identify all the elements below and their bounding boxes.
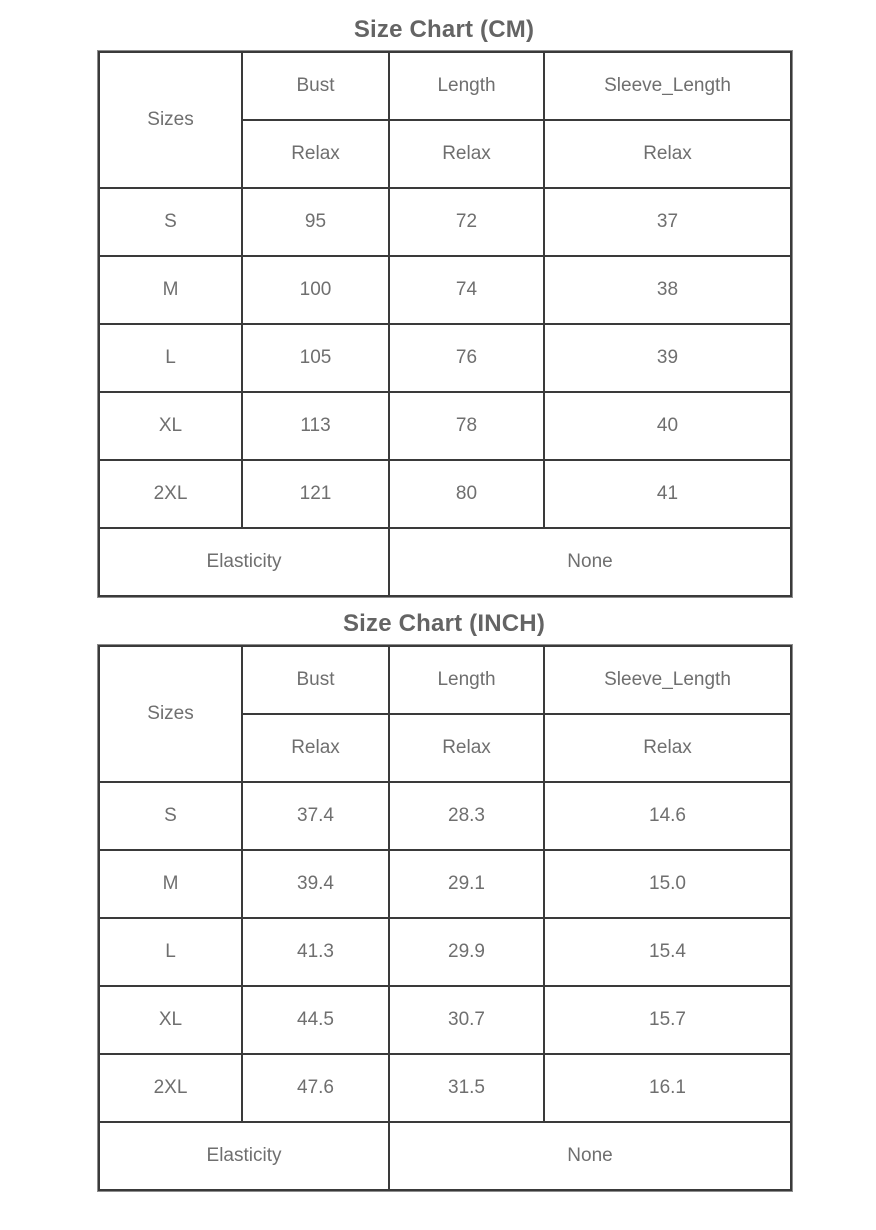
value-cell-length: 76 [389, 324, 544, 392]
size-cell: 2XL [99, 1054, 242, 1122]
column-header-bust: Bust [242, 52, 389, 120]
size-cell: S [99, 188, 242, 256]
fit-header-sleeve-length: Relax [544, 120, 791, 188]
corner-header-sizes: Sizes [99, 52, 242, 188]
table-row [99, 324, 791, 392]
value-cell-length: 30.7 [389, 986, 544, 1054]
size-cell: M [99, 256, 242, 324]
value-cell-sleeve-length: 16.1 [544, 1054, 791, 1122]
value-cell-sleeve-length: 38 [544, 256, 791, 324]
value-cell-bust: 47.6 [242, 1054, 389, 1122]
table-row [99, 188, 791, 256]
size-cell: 2XL [99, 460, 242, 528]
elasticity-label-cell: Elasticity [99, 1122, 389, 1190]
value-cell-bust: 121 [242, 460, 389, 528]
table-row [99, 918, 791, 986]
fit-header-bust: Relax [242, 714, 389, 782]
column-header-bust: Bust [242, 646, 389, 714]
table-row [99, 646, 791, 714]
corner-header-sizes: Sizes [99, 646, 242, 782]
table-row [99, 1054, 791, 1122]
value-cell-bust: 95 [242, 188, 389, 256]
table-row [99, 850, 791, 918]
value-cell-length: 29.9 [389, 918, 544, 986]
size-chart-inch-table [98, 645, 792, 1191]
value-cell-sleeve-length: 14.6 [544, 782, 791, 850]
value-cell-length: 29.1 [389, 850, 544, 918]
value-cell-length: 78 [389, 392, 544, 460]
value-cell-bust: 44.5 [242, 986, 389, 1054]
column-header-sleeve-length: Sleeve_Length [544, 646, 791, 714]
value-cell-length: 31.5 [389, 1054, 544, 1122]
elasticity-value-cell: None [389, 1122, 791, 1190]
value-cell-length: 72 [389, 188, 544, 256]
fit-header-length: Relax [389, 714, 544, 782]
value-cell-length: 28.3 [389, 782, 544, 850]
value-cell-sleeve-length: 15.7 [544, 986, 791, 1054]
value-cell-bust: 105 [242, 324, 389, 392]
column-header-length: Length [389, 646, 544, 714]
elasticity-label-cell: Elasticity [99, 528, 389, 596]
size-chart-inch-title: Size Chart (INCH) [342, 610, 546, 637]
value-cell-sleeve-length: 41 [544, 460, 791, 528]
size-cell: M [99, 850, 242, 918]
table-row [99, 52, 791, 120]
table-row [99, 986, 791, 1054]
table-row [99, 782, 791, 850]
value-cell-sleeve-length: 15.0 [544, 850, 791, 918]
table-row [99, 460, 791, 528]
size-cell: XL [99, 986, 242, 1054]
fit-header-length: Relax [389, 120, 544, 188]
size-chart-cm-table [98, 51, 792, 597]
value-cell-sleeve-length: 15.4 [544, 918, 791, 986]
value-cell-length: 74 [389, 256, 544, 324]
column-header-length: Length [389, 52, 544, 120]
value-cell-sleeve-length: 37 [544, 188, 791, 256]
value-cell-sleeve-length: 40 [544, 392, 791, 460]
value-cell-length: 80 [389, 460, 544, 528]
fit-header-sleeve-length: Relax [544, 714, 791, 782]
value-cell-bust: 39.4 [242, 850, 389, 918]
table-row [99, 392, 791, 460]
size-cell: XL [99, 392, 242, 460]
value-cell-bust: 113 [242, 392, 389, 460]
table-row [99, 528, 791, 596]
column-header-sleeve-length: Sleeve_Length [544, 52, 791, 120]
value-cell-bust: 37.4 [242, 782, 389, 850]
table-row [99, 1122, 791, 1190]
value-cell-sleeve-length: 39 [544, 324, 791, 392]
size-chart-cm-title: Size Chart (CM) [353, 16, 535, 43]
value-cell-bust: 100 [242, 256, 389, 324]
size-cell: L [99, 918, 242, 986]
elasticity-value-cell: None [389, 528, 791, 596]
size-cell: S [99, 782, 242, 850]
table-row [99, 256, 791, 324]
fit-header-bust: Relax [242, 120, 389, 188]
size-cell: L [99, 324, 242, 392]
value-cell-bust: 41.3 [242, 918, 389, 986]
